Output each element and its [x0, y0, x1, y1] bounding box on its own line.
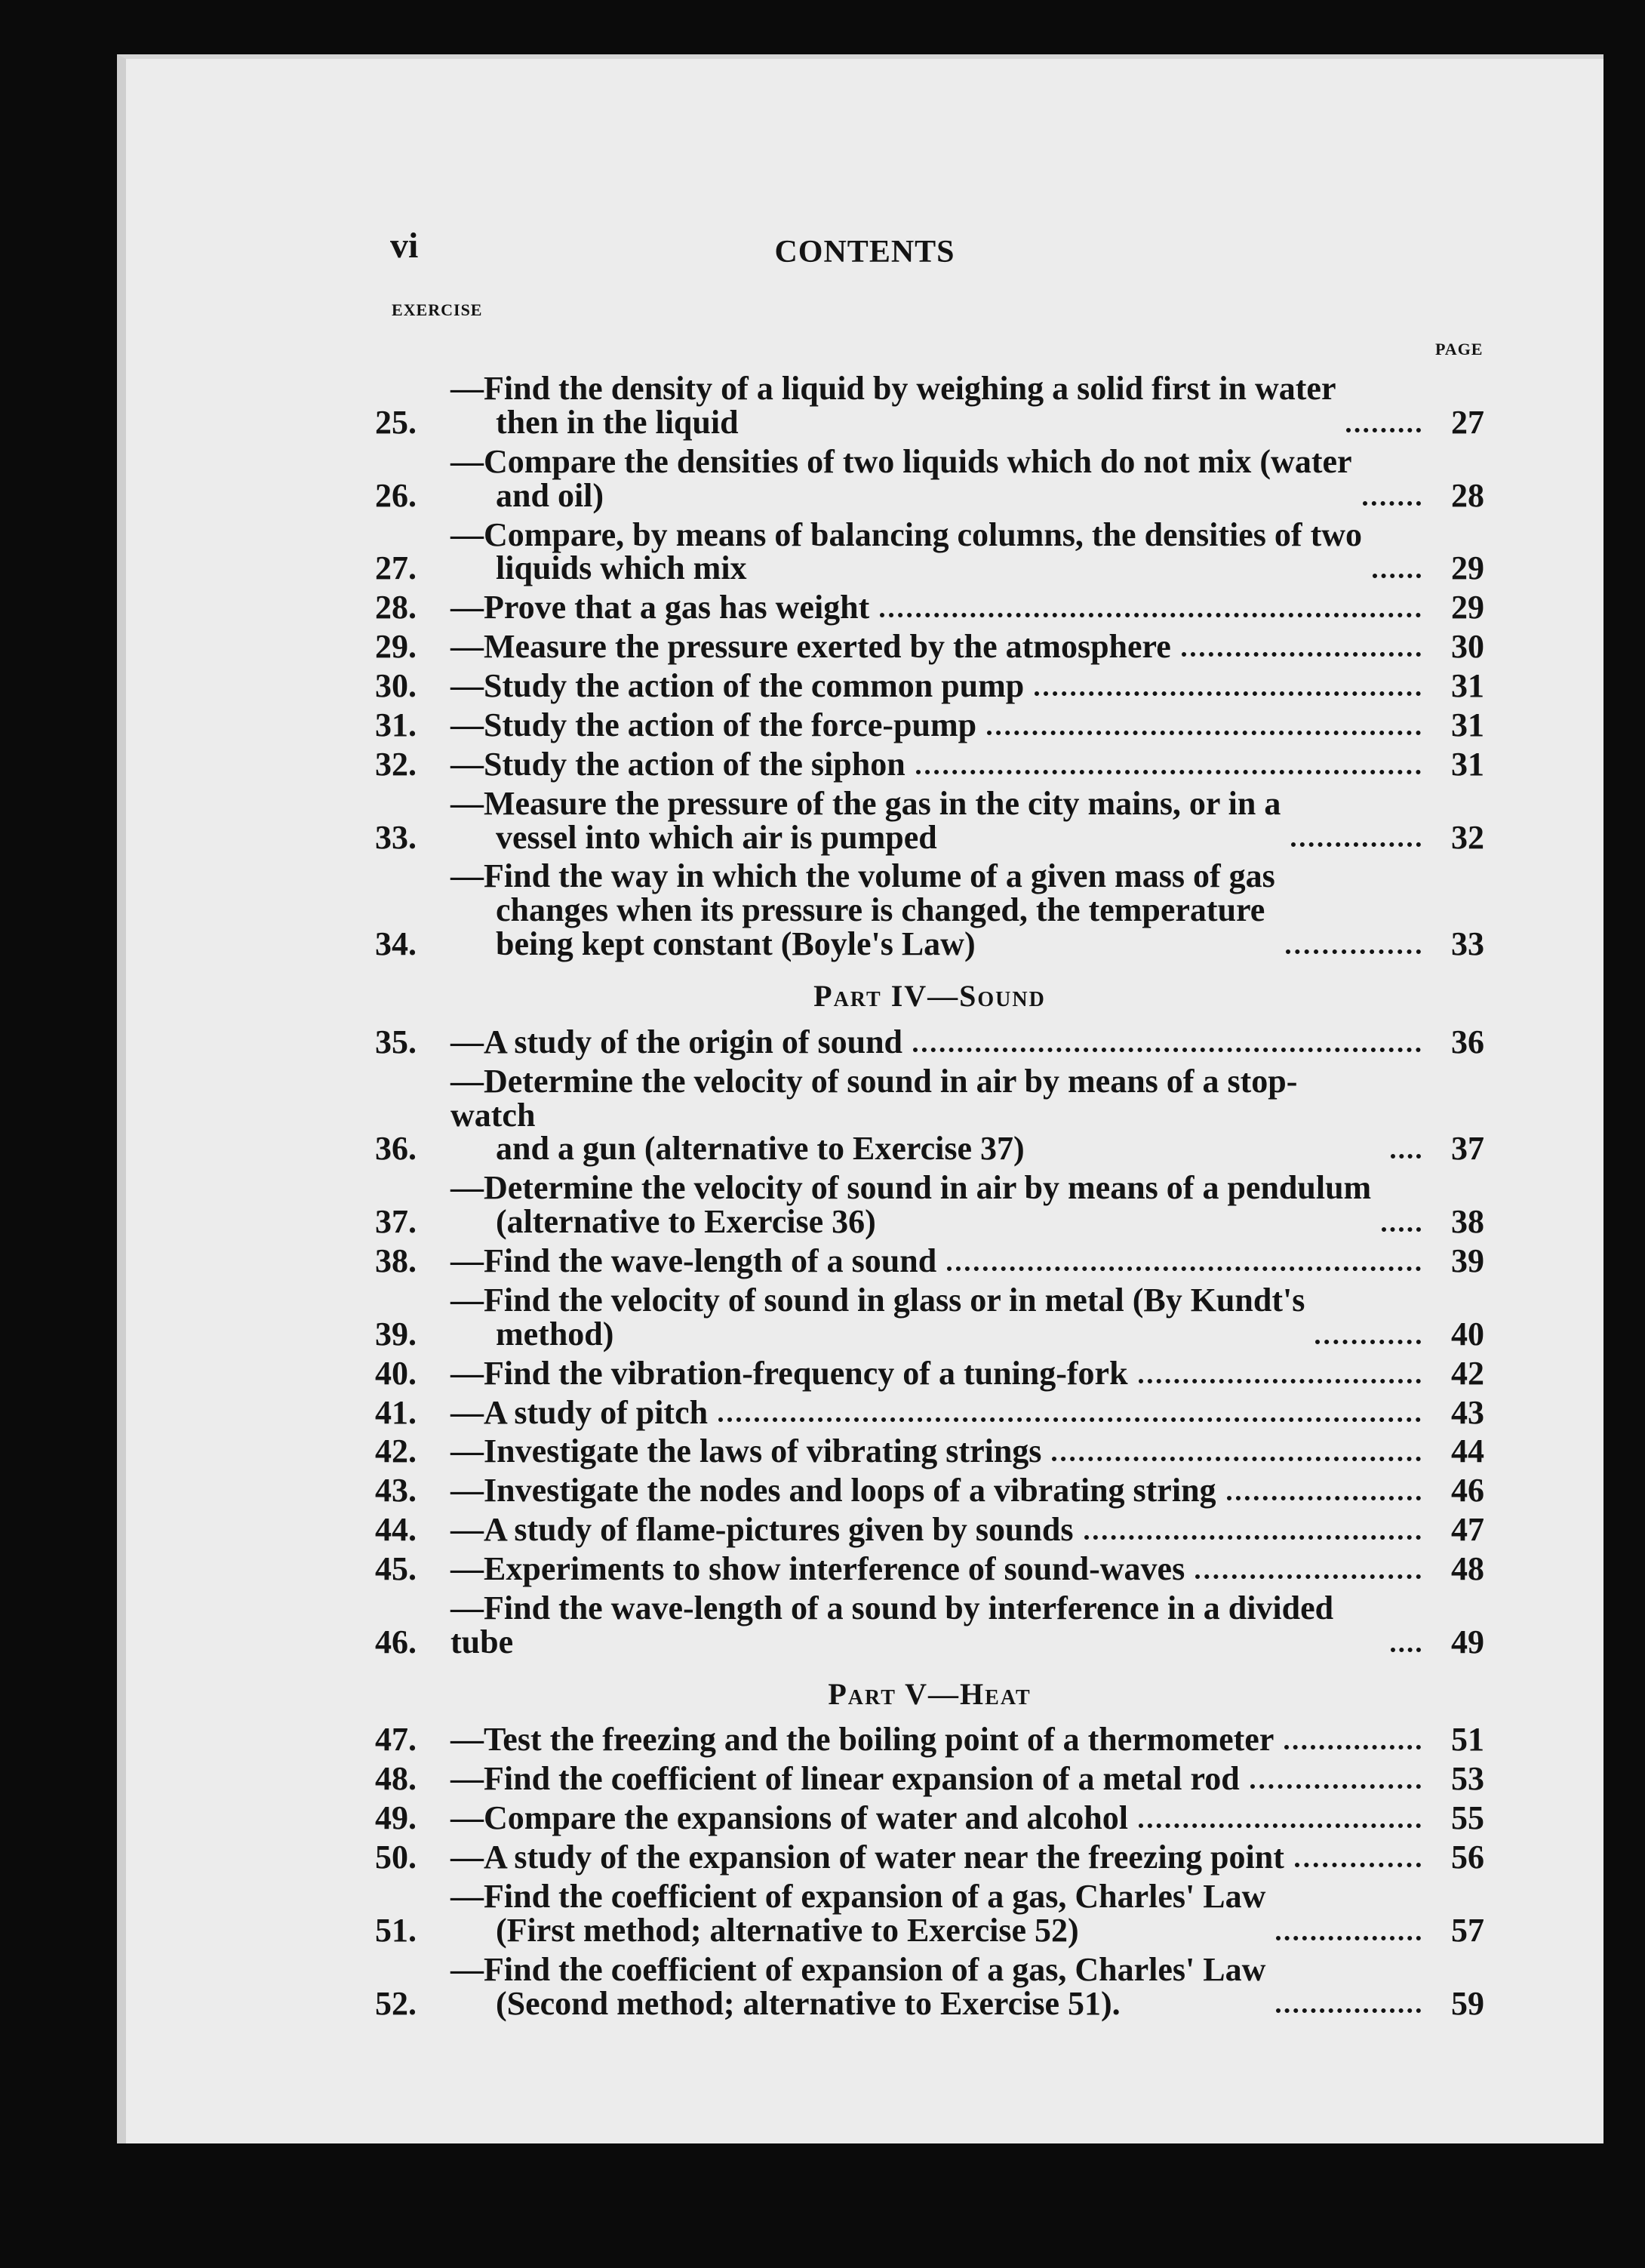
exercise-number: 37. — [375, 1203, 417, 1241]
exercise-number: 40. — [375, 1354, 417, 1392]
toc-entry — [375, 1762, 1484, 1796]
exercise-title-continuation: (Second method; alternative to Exercise 51). — [496, 1984, 1121, 2022]
exercise-number: 29. — [375, 628, 417, 666]
page-reference: 31 — [1451, 667, 1484, 704]
dot-leader — [1363, 501, 1421, 506]
toc-entry — [375, 1550, 1484, 1588]
exercise-title-line: —Find the coefficient of expansion of a gas, Charles' Law — [450, 1877, 1266, 1915]
exercise-title — [450, 1435, 1041, 1469]
exercise-title-line: —Investigate the laws of vibrating strings — [450, 1433, 1042, 1470]
exercise-title — [450, 1171, 1371, 1239]
exercise-number: 33. — [375, 818, 417, 856]
exercise-title-line: —Find the way in which the volume of a given mass of gas — [450, 857, 1275, 895]
dot-leader — [1391, 1648, 1421, 1652]
exercise-title-continuation: (First method; alternative to Exercise 52) — [496, 1911, 1079, 1949]
exercise-number: 32. — [375, 745, 417, 783]
page-column-label: PAGE — [1435, 340, 1484, 359]
exercise-number: 27. — [375, 549, 417, 587]
exercise-title — [450, 1799, 1128, 1837]
exercise-number: 45. — [375, 1550, 417, 1588]
exercise-title-line: —Experiments to show interference of sound-waves — [450, 1550, 1185, 1588]
toc-entry — [375, 1354, 1484, 1392]
page-reference: 51 — [1451, 1721, 1484, 1759]
page-reference: 36 — [1451, 1023, 1484, 1060]
toc-entry — [375, 591, 1484, 625]
toc-entry — [375, 1799, 1484, 1837]
exercise-title — [450, 857, 1275, 963]
dot-leader — [1382, 1227, 1421, 1232]
toc-entry — [375, 1474, 1484, 1508]
exercise-title — [450, 1550, 1185, 1588]
exercise-title-line: —A study of pitch — [450, 1393, 709, 1431]
exercise-number: 35. — [375, 1023, 417, 1060]
page-reference: 30 — [1451, 628, 1484, 666]
dot-leader — [1295, 1863, 1421, 1867]
page-reference: 28 — [1451, 476, 1484, 514]
page-reference: 31 — [1451, 706, 1484, 743]
exercise-title-line: —Measure the pressure of the gas in the city mains, or in a — [450, 784, 1281, 822]
toc-entry — [375, 1435, 1484, 1469]
dot-leader — [880, 613, 1421, 617]
exercise-title — [450, 784, 1281, 856]
part-iv-heading: Part IV—Sound — [813, 979, 1046, 1013]
dot-leader — [1284, 1745, 1421, 1749]
dot-leader — [1139, 1823, 1421, 1828]
exercise-title — [450, 1513, 1074, 1547]
page-reference: 33 — [1451, 925, 1484, 963]
exercise-number: 52. — [375, 1984, 417, 2022]
exercise-number: 47. — [375, 1721, 417, 1759]
toc-entry — [375, 1589, 1484, 1660]
page-reference: 37 — [1451, 1130, 1484, 1168]
exercise-title-line: —Compare, by means of balancing columns, the densities of two — [450, 515, 1363, 553]
exercise-title-line: —A study of the expansion of water near the freezing point — [450, 1839, 1284, 1876]
toc-entry — [375, 1841, 1484, 1875]
exercise-title — [450, 1062, 1380, 1168]
dot-leader — [1182, 652, 1421, 657]
dot-leader — [916, 770, 1421, 774]
exercise-title — [450, 1242, 937, 1280]
exercise-number: 36. — [375, 1130, 417, 1168]
exercise-title — [450, 630, 1171, 664]
exercise-number: 28. — [375, 589, 417, 626]
exercise-title-line: —Find the velocity of sound in glass or in metal (By Kundt's — [450, 1281, 1305, 1319]
toc-entry — [375, 1023, 1484, 1060]
exercise-title — [450, 372, 1336, 440]
dot-leader — [913, 1048, 1421, 1052]
page-reference: 31 — [1451, 745, 1484, 783]
exercise-number: 44. — [375, 1511, 417, 1549]
exercise-title-continuation: (alternative to Exercise 36) — [496, 1203, 876, 1241]
toc-entry — [375, 442, 1484, 514]
exercise-title-continuation: method) — [496, 1315, 614, 1352]
toc-entry — [375, 630, 1484, 664]
page-reference: 29 — [1451, 589, 1484, 626]
page-reference: 56 — [1451, 1839, 1484, 1876]
exercise-title-line: —Prove that a gas has weight — [450, 589, 870, 626]
exercise-title-line: —Measure the pressure exerted by the atmosphere — [450, 628, 1171, 666]
exercise-column-label: EXERCISE — [392, 300, 483, 319]
exercise-number: 39. — [375, 1315, 417, 1352]
exercise-number: 46. — [375, 1623, 417, 1660]
exercise-title-continuation: then in the liquid — [496, 403, 739, 441]
exercise-number: 50. — [375, 1839, 417, 1876]
exercise-number: 34. — [375, 925, 417, 963]
exercise-title-line: —Study the action of the siphon — [450, 745, 906, 783]
exercise-title-continuation: changes when its pressure is changed, the temperature — [496, 891, 1265, 929]
exercise-number: 25. — [375, 403, 417, 441]
dot-leader — [718, 1417, 1421, 1422]
exercise-title-line: —Compare the expansions of water and alcohol — [450, 1799, 1128, 1837]
exercise-title — [450, 1281, 1305, 1352]
dot-leader — [1250, 1784, 1421, 1789]
part-v-heading: Part V—Heat — [828, 1676, 1032, 1711]
toc-entry — [375, 784, 1484, 856]
exercise-title — [450, 1393, 709, 1431]
toc-entry — [375, 372, 1484, 440]
dot-leader — [1286, 949, 1421, 954]
toc-group-part-iv — [375, 1023, 1484, 1660]
dot-leader — [1276, 2008, 1421, 2013]
page-reference: 43 — [1451, 1393, 1484, 1431]
page-reference: 55 — [1451, 1799, 1484, 1837]
toc-entry — [375, 1723, 1484, 1757]
dot-leader — [1227, 1496, 1421, 1500]
dot-leader — [1276, 1936, 1421, 1940]
book-page — [117, 54, 1603, 2143]
dot-leader — [1373, 574, 1421, 578]
page-reference: 38 — [1451, 1203, 1484, 1241]
exercise-title-line: —Find the vibration-frequency of a tuning-fork — [450, 1354, 1128, 1392]
page-reference: 46 — [1451, 1472, 1484, 1509]
toc-entry — [375, 1393, 1484, 1431]
exercise-title-line: —Study the action of the common pump — [450, 667, 1025, 704]
exercise-number: 49. — [375, 1799, 417, 1837]
exercise-title — [450, 1950, 1266, 2022]
dot-leader — [1084, 1535, 1421, 1540]
page-reference: 39 — [1451, 1242, 1484, 1280]
page-reference: 40 — [1451, 1315, 1484, 1352]
exercise-title-line: —Test the freezing and the boiling point of a thermometer — [450, 1721, 1274, 1759]
toc-entry — [375, 1171, 1484, 1239]
toc-entry — [375, 669, 1484, 703]
exercise-number: 31. — [375, 706, 417, 743]
dot-leader — [947, 1266, 1421, 1271]
exercise-title-line: —Investigate the nodes and loops of a vibrating string — [450, 1472, 1216, 1509]
toc-entry — [375, 1513, 1484, 1547]
exercise-title-continuation: being kept constant (Boyle's Law) — [496, 925, 976, 963]
exercise-title-continuation: liquids which mix — [496, 549, 747, 587]
page-number: vi — [390, 226, 419, 266]
exercise-title-continuation: and a gun (alternative to Exercise 37) — [496, 1130, 1025, 1168]
dot-leader — [1315, 1340, 1421, 1344]
exercise-title — [450, 591, 869, 625]
exercise-title — [450, 1354, 1128, 1392]
page-reference: 53 — [1451, 1760, 1484, 1798]
exercise-title-line: —Determine the velocity of sound in air by means of a stop-watch — [450, 1062, 1298, 1134]
toc-entry — [375, 1281, 1484, 1352]
dot-leader — [1346, 428, 1421, 432]
exercise-number: 42. — [375, 1433, 417, 1470]
dot-leader — [1052, 1457, 1421, 1461]
exercise-title — [450, 442, 1352, 514]
dot-leader — [1291, 842, 1421, 847]
dot-leader — [1195, 1574, 1421, 1579]
page-reference: 32 — [1451, 818, 1484, 856]
page-reference: 49 — [1451, 1623, 1484, 1660]
exercise-title-line: —Study the action of the force-pump — [450, 706, 977, 743]
page-reference: 42 — [1451, 1354, 1484, 1392]
exercise-title — [450, 1474, 1216, 1508]
exercise-title-line: —Find the coefficient of expansion of a gas, Charles' Law — [450, 1950, 1266, 1988]
page-reference: 57 — [1451, 1911, 1484, 1949]
exercise-title — [450, 1023, 903, 1060]
toc-entry — [375, 1877, 1484, 1949]
exercise-title-line: —Determine the velocity of sound in air by means of a pendulum — [450, 1169, 1372, 1207]
dot-leader — [987, 731, 1421, 735]
dot-leader — [1035, 691, 1421, 696]
page-reference: 27 — [1451, 403, 1484, 441]
toc-entry — [375, 1950, 1484, 2022]
exercise-title-line: —Find the density of a liquid by weighing a solid first in water — [450, 370, 1336, 407]
table-of-contents — [375, 372, 1484, 2026]
page-reference: 47 — [1451, 1511, 1484, 1549]
toc-group-part-v — [375, 1723, 1484, 2020]
exercise-title — [450, 1589, 1380, 1660]
exercise-number: 43. — [375, 1472, 417, 1509]
toc-entry — [375, 706, 1484, 743]
exercise-number: 26. — [375, 476, 417, 514]
page-reference: 48 — [1451, 1550, 1484, 1588]
exercise-title — [450, 515, 1363, 587]
exercise-title-line: —A study of the origin of sound — [450, 1023, 903, 1060]
toc-entry — [375, 1242, 1484, 1280]
exercise-number: 30. — [375, 667, 417, 704]
exercise-title — [450, 1877, 1266, 1949]
toc-entry — [375, 515, 1484, 587]
dot-leader — [1139, 1379, 1421, 1383]
exercise-number: 38. — [375, 1242, 417, 1280]
exercise-title-line: —Find the wave-length of a sound by interference in a divided tube — [450, 1589, 1334, 1660]
exercise-title-continuation: and oil) — [496, 476, 604, 514]
exercise-number: 51. — [375, 1911, 417, 1949]
toc-group-part-iii — [375, 372, 1484, 962]
toc-entry — [375, 857, 1484, 963]
exercise-title-line: —Compare the densities of two liquids which do not mix (water — [450, 442, 1352, 480]
page-reference: 59 — [1451, 1984, 1484, 2022]
exercise-title — [450, 706, 977, 743]
toc-entry — [375, 745, 1484, 783]
exercise-title — [450, 1841, 1284, 1875]
page-reference: 29 — [1451, 549, 1484, 587]
exercise-title-line: —A study of flame-pictures given by sounds — [450, 1511, 1074, 1549]
exercise-title — [450, 745, 906, 783]
exercise-title-line: —Find the wave-length of a sound — [450, 1242, 937, 1280]
exercise-title — [450, 1762, 1240, 1796]
page-reference: 44 — [1451, 1433, 1484, 1470]
toc-entry — [375, 1062, 1484, 1168]
exercise-number: 48. — [375, 1760, 417, 1798]
dot-leader — [1391, 1154, 1421, 1159]
exercise-title — [450, 669, 1024, 703]
exercise-title-continuation: vessel into which air is pumped — [496, 818, 937, 856]
exercise-title-line: —Find the coefficient of linear expansion of a metal rod — [450, 1760, 1240, 1798]
exercise-number: 41. — [375, 1393, 417, 1431]
page-header: CONTENTS — [774, 235, 955, 269]
exercise-title — [450, 1723, 1274, 1757]
